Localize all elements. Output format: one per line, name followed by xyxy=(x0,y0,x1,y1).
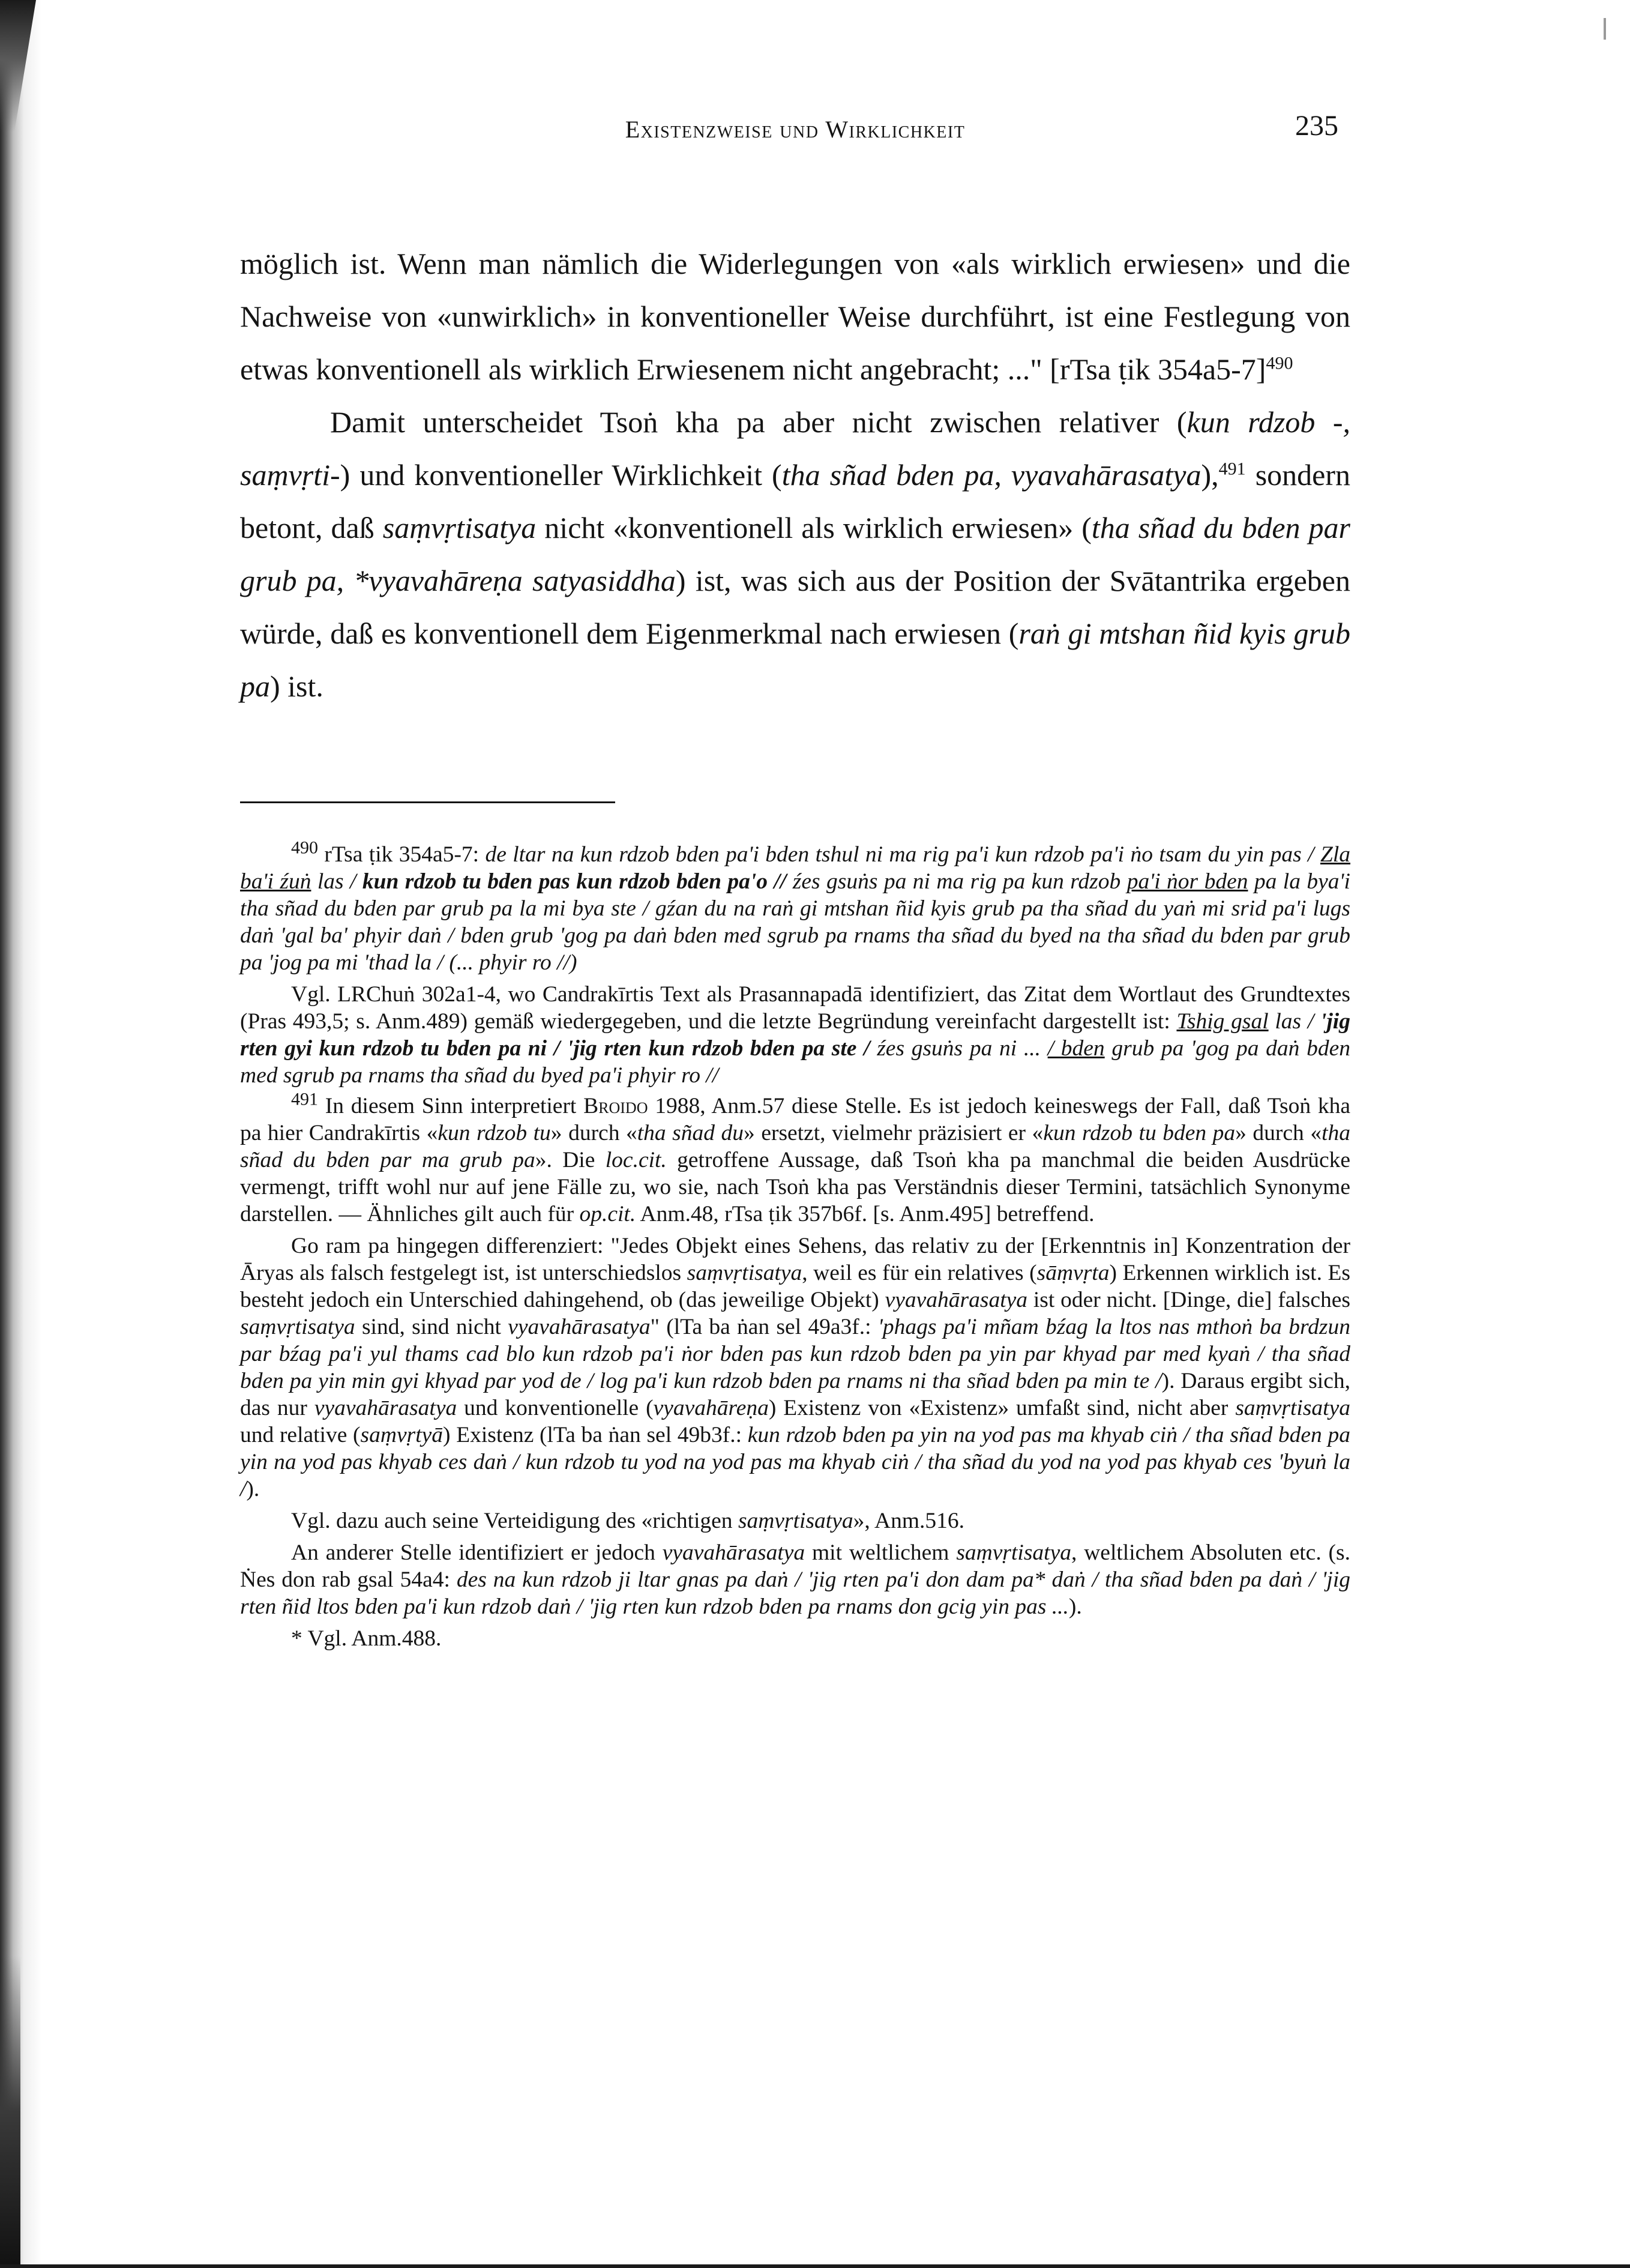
text-run: ). xyxy=(1068,1594,1082,1619)
text-run: tha sñad du xyxy=(637,1121,744,1145)
text-run: pa'i ṅor bden xyxy=(1126,869,1248,894)
footnote-marker: 491 xyxy=(291,1089,318,1109)
text-run: " (lTa ba ṅan sel 49a3f.: xyxy=(650,1315,878,1339)
text-run: Go ram pa hingegen differenziert: "Jedes Objekt eines Sehens, das relativ zu der [Erkenntnis in] Konzentration der Āryas als falsch festgelegt ist, ist unterschiedslos xyxy=(240,1234,1350,1285)
text-run: » durch « xyxy=(550,1121,637,1145)
text-run: kun rdzob -, saṃvṛti- xyxy=(240,405,1350,492)
text-run: », Anm.516. xyxy=(853,1509,965,1533)
scan-binding-shadow xyxy=(0,0,42,2268)
running-head xyxy=(240,109,1350,145)
footnote-491-other xyxy=(240,1539,1350,1620)
text-run: saṃvṛtyā xyxy=(360,1423,444,1447)
text-run: * Vgl. Anm.488. xyxy=(291,1626,442,1651)
text-run: ) ist. xyxy=(270,669,323,703)
footnote-marker: 490 xyxy=(1266,353,1293,373)
text-run: 'phags pa'i mñam bźag la ltos nas mthoṅ ba brdzun par bźag pa'i yul thams cad blo kun rdzob pa'i ṅor bden pas kun rdzob bden pa yin par khyad par med kyaṅ / tha sñad bden pa yin min gyi khyad par yod de / log pa'i kun rdzob bden pa rnams ni tha sñad bden pa min te / xyxy=(240,1315,1350,1393)
text-run: , weltlichem Absoluten etc. (s. Ṅes don rab gsal 54a4: xyxy=(240,1540,1350,1592)
text-run: des na kun rdzob ji ltar gnas pa daṅ / 'jig rten pa'i don dam pa* daṅ / tha sñad bden pa daṅ / 'jig rten ñid ltos bden pa'i kun rdzob daṅ / 'jig rten kun rdzob bden pa rnams don gcig yin pas ... xyxy=(240,1567,1351,1619)
text-run: kun rdzob tu bden pa xyxy=(1043,1121,1236,1145)
text-run: vyavahārasatya xyxy=(662,1540,805,1565)
text-run: vyavahārasatya xyxy=(314,1396,457,1420)
text-run: kun rdzob tu xyxy=(438,1121,551,1145)
text-run: ). xyxy=(246,1477,260,1501)
scan-mark xyxy=(1604,18,1606,40)
text-run: ) Erkennen wirklich ist. Es besteht jedoch ein Unterschied dahingehend, ob (das jeweilige Objekt) xyxy=(240,1261,1350,1312)
text-run: tha sñad bden pa, vyavahārasatya xyxy=(781,458,1201,492)
text-run: rTsa ṭik 354a5-7: xyxy=(318,842,486,867)
text-run: » durch « xyxy=(1235,1121,1322,1145)
book-page xyxy=(240,0,1350,2268)
text-run: 'jig rten gyi kun rdzob tu bden pa ni / 'jig rten kun rdzob bden pa ste / xyxy=(240,1009,1350,1061)
text-run: saṃvṛtisatya xyxy=(240,1315,355,1339)
text-run: getroffene Aussage, daß Tsoṅ kha pa manchmal die beiden Ausdrücke vermengt, trifft wohl nur auf jene Fälle zu, wo sie, nach Tsoṅ kha pas Verständnis dieser Termini, tatsächlich Synonyme darstellen. — Ähnliches gilt auch für xyxy=(240,1148,1350,1226)
text-run: raṅ gi mtshan ñid kyis grub pa xyxy=(240,617,1350,703)
footnote-491 xyxy=(240,1089,1351,1228)
text-run: ) und konventioneller Wirklichkeit ( xyxy=(340,458,782,492)
text-run: ) Existenz (lTa ba ṅan sel 49b3f.: xyxy=(443,1423,748,1447)
text-run: und konventionelle ( xyxy=(457,1396,654,1420)
text-run: las / xyxy=(311,869,362,894)
text-run: vyavahārasatya xyxy=(508,1315,651,1339)
text-run: ), xyxy=(1201,458,1219,492)
text-run: sind, sind nicht xyxy=(355,1315,508,1339)
text-run: / bden xyxy=(1047,1036,1105,1061)
footnote-rule xyxy=(240,801,615,803)
text-run: mit weltlichem xyxy=(805,1540,957,1565)
text-run: saṃvṛtisatya xyxy=(1235,1396,1350,1420)
running-title: Existenzweise und Wirklichkeit xyxy=(625,116,966,143)
text-run: » ersetzt, vielmehr präzisiert er « xyxy=(744,1121,1044,1145)
text-run: ) ist, was sich aus der Position der Svātantrika ergeben würde, daß es konventionell dem Eigenmerkmal nach erwiesen ( xyxy=(240,564,1350,650)
text-run: Damit unterscheidet Tsoṅ kha pa aber nicht zwischen relativer ( xyxy=(330,405,1187,439)
text-run: Zla ba'i źuṅ xyxy=(240,842,1351,894)
text-run: möglich ist. Wenn man nämlich die Widerlegungen von «als wirklich erwiesen» und die Nachweise von «unwirklich» in konventioneller Weise durchführt, ist eine Festlegung von etwas konventionell als wirklich Erwiesenem nicht angebracht; ..." [rTsa ṭik 354a5-7] xyxy=(240,247,1350,386)
text-run: Anm.48, rTsa ṭik 357b6f. [s. Anm.495] betreffend. xyxy=(636,1202,1095,1226)
text-run: tha sñad du bden par grub pa, *vyavahāreṇa satyasiddha xyxy=(240,511,1351,597)
text-run: vyavahāreṇa xyxy=(653,1396,769,1420)
footnote-star xyxy=(240,1625,1350,1652)
text-run: źes gsuṅs pa ni ma rig pa kun rdzob xyxy=(786,869,1127,894)
text-run: pa la bya'i tha sñad du bden par grub pa la mi bya ste / gźan du na raṅ gi mtshan ñid kyis grub pa tha sñad du yaṅ mi srid pa'i lugs daṅ 'gal ba' phyir daṅ / bden grub 'gog pa daṅ bden med sgrub pa rnams tha sñad du byed na tha sñad du bden par grub pa 'jog pa mi 'thad la / (... phyir ro //) xyxy=(240,869,1350,975)
text-run: saṃvṛtisatya xyxy=(956,1540,1071,1565)
text-run: sondern betont, daß xyxy=(240,458,1350,544)
text-run: kun rdzob tu bden pas kun rdzob bden pa'o // xyxy=(362,869,787,894)
text-run: kun rdzob bden pa yin na yod pas ma khyab ciṅ / tha sñad bden pa yin na yod pas khyab ces daṅ / kun rdzob tu yod na yod pas ma khyab ciṅ / tha sñad du yod na yod pas khyab ces 'byuṅ la / xyxy=(240,1423,1350,1501)
text-run: loc.cit. xyxy=(605,1148,667,1172)
text-run: ). Daraus ergibt sich, das nur xyxy=(240,1369,1350,1420)
footnote-490-continuation xyxy=(240,981,1350,1089)
text-run: vyavahārasatya xyxy=(885,1288,1028,1312)
text-run: Broido xyxy=(583,1094,648,1118)
text-run: 1988, Anm.57 diese Stelle. Es ist jedoch keineswegs der Fall, daß Tsoṅ kha pa hier Candrakīrtis « xyxy=(240,1094,1350,1145)
text-run: Vgl. dazu auch seine Verteidigung des «richtigen xyxy=(291,1509,738,1533)
scan-bottom-shadow xyxy=(0,1956,20,2268)
text-run: nicht «konventionell als wirklich erwiesen» ( xyxy=(536,511,1092,544)
page-number: 235 xyxy=(1295,110,1338,142)
text-run: de ltar na kun rdzob bden pa'i bden tshul ni ma rig pa'i kun rdzob pa'i ṅo tsam du yin pas / xyxy=(485,842,1320,867)
text-run: Vgl. LRChuṅ 302a1-4, wo Candrakīrtis Text als Prasannapadā identifiziert, das Zitat dem Wortlaut des Grundtextes (Pras 493,5; s. Anm.489) gemäß wiedergegeben, und die letzte Begründung vereinfacht dargestellt ist: xyxy=(240,982,1350,1034)
text-run: ) Existenz von «Existenz» umfaßt sind, nicht aber xyxy=(768,1396,1236,1420)
footnote-490 xyxy=(240,837,1351,976)
footnote-marker: 491 xyxy=(1218,459,1246,479)
text-run: saṃvṛtisatya xyxy=(687,1261,802,1285)
body-paragraph-1 xyxy=(240,237,1350,396)
text-run: ». Die xyxy=(535,1148,606,1172)
footnote-491-goram xyxy=(240,1232,1350,1503)
text-run: grub pa 'gog pa daṅ bden med sgrub pa rnams tha sñad du byed pa'i phyir ro // xyxy=(240,1036,1350,1088)
text-run: ist oder nicht. [Dinge, die] falsches xyxy=(1027,1288,1350,1312)
text-run: In diesem Sinn interpretiert xyxy=(318,1094,584,1118)
body-paragraph-2 xyxy=(240,396,1350,713)
text-run: op.cit. xyxy=(579,1202,636,1226)
text-run: saṃvṛtisatya xyxy=(738,1509,853,1533)
footnote-491-vgl xyxy=(240,1507,1350,1534)
main-text xyxy=(240,237,1350,713)
text-run: sāṃvṛta xyxy=(1036,1261,1110,1285)
text-run: las / xyxy=(1268,1009,1320,1034)
text-run: , weil es für ein relatives ( xyxy=(802,1261,1037,1285)
text-run: Tshig gsal xyxy=(1176,1009,1269,1034)
text-run: tha sñad du bden par ma grub pa xyxy=(240,1121,1351,1172)
footnote-marker: 490 xyxy=(291,837,318,858)
text-run: An anderer Stelle identifiziert er jedoch xyxy=(291,1540,663,1565)
footnotes xyxy=(240,837,1350,1652)
text-run: saṃvṛtisatya xyxy=(382,511,537,544)
text-run: źes gsuṅs pa ni ... xyxy=(870,1036,1048,1061)
text-run: und relative ( xyxy=(240,1423,361,1447)
